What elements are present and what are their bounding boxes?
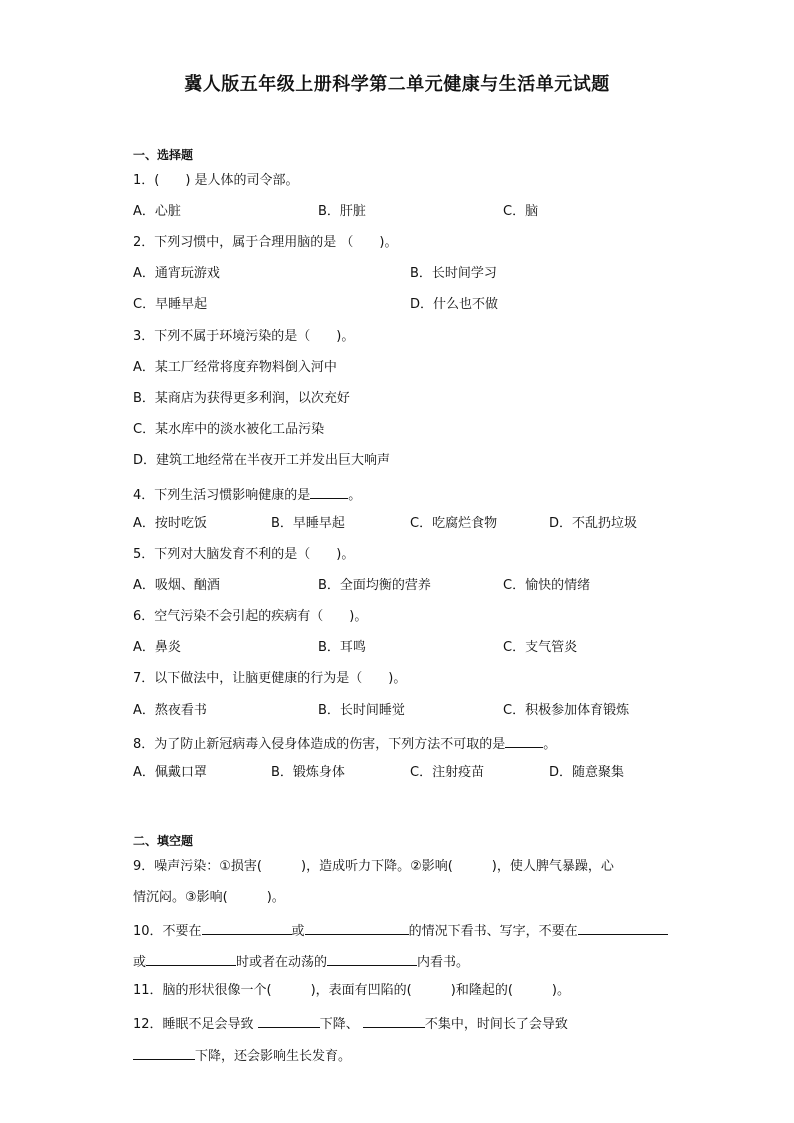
- question-6-option-a: A．鼻炎: [133, 640, 181, 655]
- answer-blank[interactable]: [133, 1045, 195, 1060]
- question-12-text: 12．睡眠不足会导致: [133, 1017, 258, 1032]
- question-3-option-b: B．某商店为获得更多利润，以次充好: [133, 391, 350, 406]
- answer-blank[interactable]: [258, 1013, 320, 1028]
- answer-blank[interactable]: [578, 920, 668, 935]
- question-5-option-b: B．全面均衡的营养: [318, 578, 431, 593]
- question-10-text: 10．不要在: [133, 924, 202, 939]
- question-4-stem-end: 。: [348, 488, 362, 503]
- question-3-option-c: C．某水库中的淡水被化工品污染: [133, 422, 325, 437]
- question-2-option-c: C．早睡早起: [133, 297, 208, 312]
- question-7-option-c: C．积极参加体育锻炼: [503, 703, 630, 718]
- answer-blank[interactable]: [310, 484, 348, 499]
- question-5-option-c: C．愉快的情绪: [503, 578, 591, 593]
- question-12-text: 下降，还会影响生长发育。: [195, 1049, 352, 1064]
- question-12-line-2: [133, 1045, 351, 1066]
- answer-blank[interactable]: [305, 920, 409, 935]
- question-1-option-a: A．心脏: [133, 204, 181, 219]
- question-12-text: 不集中，时间长了会导致: [424, 1017, 568, 1032]
- question-2-stem: 2．下列习惯中，属于合理用脑的是 （ )。: [133, 235, 398, 250]
- question-10-text: 的情况下看书、写字，不要在: [408, 924, 578, 939]
- section-heading-fill: 二、填空题: [133, 834, 194, 848]
- question-3-stem: 3．下列不属于环境污染的是（ )。: [133, 329, 355, 344]
- question-2-option-d: D．什么也不做: [410, 297, 499, 312]
- question-2-option-a: A．通宵玩游戏: [133, 266, 220, 281]
- question-6-option-b: B．耳鸣: [318, 640, 366, 655]
- question-10-line-2: [133, 951, 469, 972]
- question-3-option-a: A．某工厂经常将度弃物料倒入河中: [133, 360, 337, 375]
- question-1-option-c: C．脑: [503, 204, 539, 219]
- question-4-option-c: C．吃腐烂食物: [410, 516, 498, 531]
- question-10-text: 时或者在动荡的: [236, 955, 328, 970]
- question-10-text: 内看书。: [417, 955, 470, 970]
- question-12-text: 下降、: [319, 1017, 363, 1032]
- question-5-stem: 5．下列对大脑发育不利的是（ )。: [133, 547, 355, 562]
- question-4-option-d: D．不乱扔垃圾: [549, 516, 638, 531]
- question-4-stem: [133, 484, 361, 505]
- question-10-text: 或: [133, 955, 147, 970]
- answer-blank[interactable]: [505, 733, 543, 748]
- answer-blank[interactable]: [327, 951, 417, 966]
- answer-blank[interactable]: [202, 920, 292, 935]
- question-4-option-a: A．按时吃饭: [133, 516, 207, 531]
- question-4-stem-text: 4．下列生活习惯影响健康的是: [133, 488, 311, 503]
- question-7-option-b: B．长时间睡觉: [318, 703, 405, 718]
- question-6-option-c: C．支气管炎: [503, 640, 578, 655]
- question-8-stem: [133, 733, 556, 754]
- question-8-stem-end: 。: [543, 737, 557, 752]
- question-7-option-a: A．熬夜看书: [133, 703, 207, 718]
- question-6-stem: 6．空气污染不会引起的疾病有（ )。: [133, 609, 368, 624]
- section-heading-choice: 一、选择题: [133, 148, 194, 162]
- answer-blank[interactable]: [363, 1013, 425, 1028]
- question-3-option-d: D．建筑工地经常在半夜开工并发出巨大响声: [133, 453, 391, 468]
- question-9-line-2: 情沉闷。③影响( )。: [133, 890, 285, 905]
- question-10-text: 或: [291, 924, 305, 939]
- question-8-option-d: D．随意聚集: [549, 765, 625, 780]
- question-10-line-1: [133, 920, 668, 941]
- question-1-option-b: B．肝脏: [318, 204, 366, 219]
- question-8-option-c: C．注射疫苗: [410, 765, 485, 780]
- question-12-line-1: [133, 1013, 568, 1034]
- page-title: 冀人版五年级上册科学第二单元健康与生活单元试题: [184, 74, 610, 95]
- question-8-option-a: A．佩戴口罩: [133, 765, 207, 780]
- question-7-stem: 7．以下做法中，让脑更健康的行为是（ )。: [133, 671, 407, 686]
- question-8-option-b: B．锻炼身体: [271, 765, 345, 780]
- question-11: 11．脑的形状很像一个( )，表面有凹陷的( )和隆起的( )。: [133, 983, 570, 998]
- answer-blank[interactable]: [146, 951, 236, 966]
- question-9-line-1: 9．噪声污染：①损害( )，造成听力下降。②影响( )，使人脾气暴躁，心: [133, 859, 614, 874]
- question-5-option-a: A．吸烟、酗酒: [133, 578, 220, 593]
- question-1-stem: 1．( ) 是人体的司令部。: [133, 173, 299, 188]
- question-8-stem-text: 8．为了防止新冠病毒入侵身体造成的伤害，下列方法不可取的是: [133, 737, 506, 752]
- question-2-option-b: B．长时间学习: [410, 266, 497, 281]
- question-4-option-b: B．早睡早起: [271, 516, 345, 531]
